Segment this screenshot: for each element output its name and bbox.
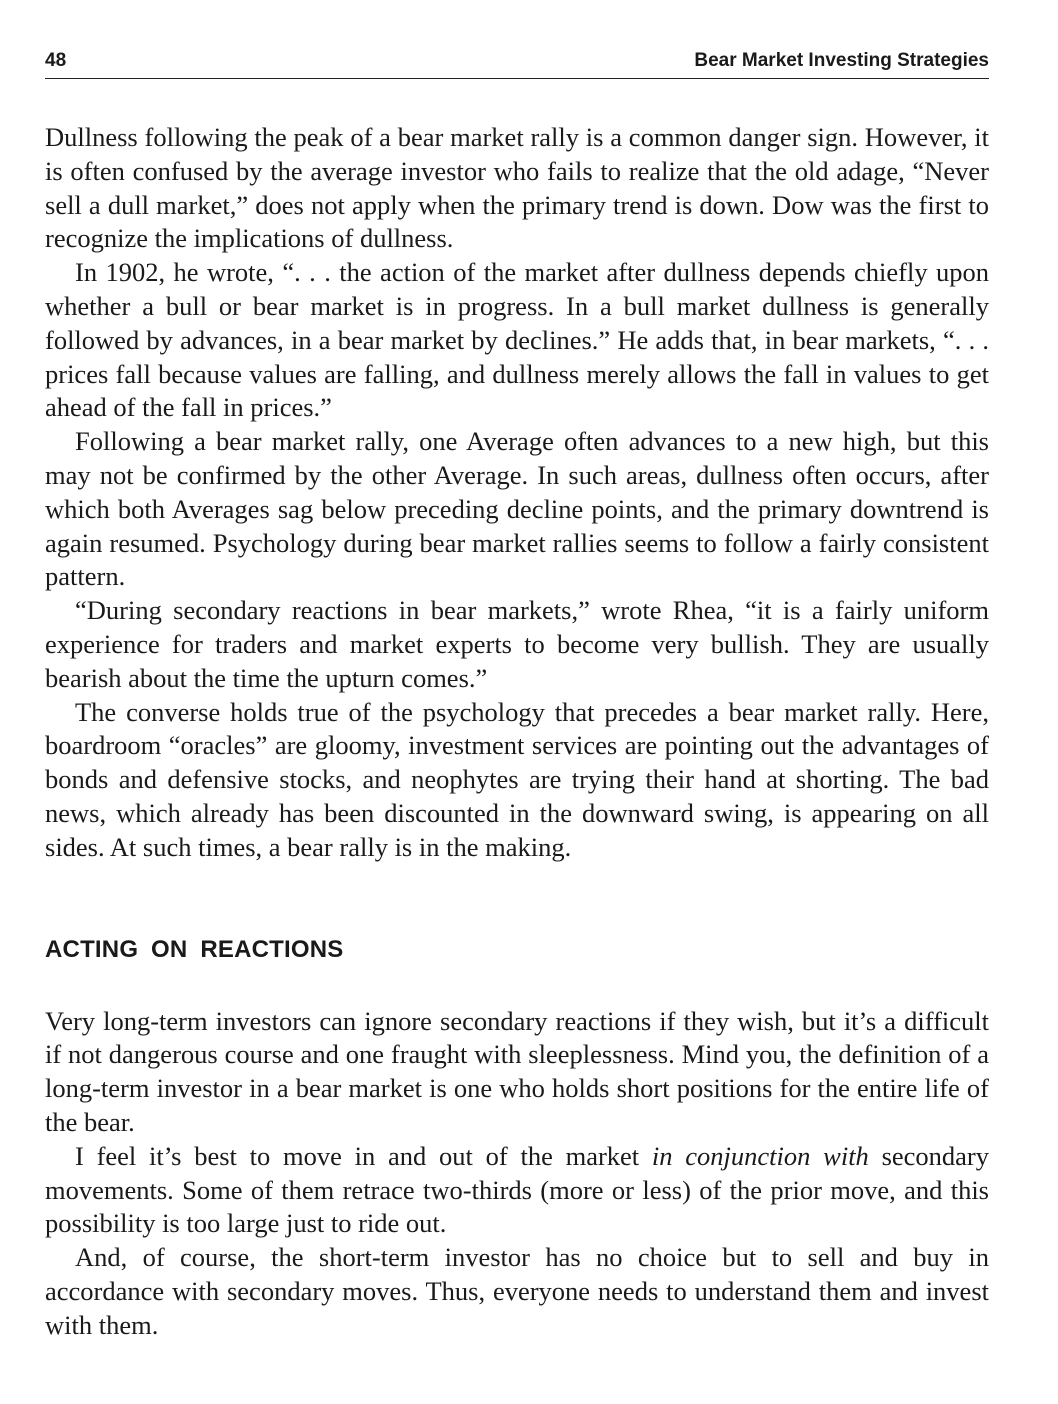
section-heading: ACTING ON REACTIONS (45, 935, 344, 963)
paragraph-move-in-out (45, 1140, 989, 1241)
paragraph-bear-rally: Following a bear market rally, one Average often advances to a new high, but this may not be confirmed by the other Average. In such areas, dullness often occurs, after which both Averages sag below preceding decline points, and the primary downtrend is again resumed. Psychology during bear market rallies seems to follow a fairly consistent pattern. (45, 426, 989, 592)
book-page (45, 46, 989, 1343)
section-body (45, 1005, 989, 1343)
running-header (45, 46, 989, 79)
paragraph-rhea-quote: “During secondary reactions in bear markets,” wrote Rhea, “it is a fairly uniform experience for traders and market experts to become very bullish. They are usually bearish about the time the upturn comes.” (45, 595, 989, 693)
paragraph-converse: The converse holds true of the psychology that precedes a bear market rally. Here, boardroom “oracles” are gloomy, investment services are pointing out the advantages of bonds and defensive stocks, and neophytes are trying their hand at shorting. The bad news, which already has been discounted in the downward swing, is appearing on all sides. At such times, a bear rally is in the making. (45, 696, 989, 862)
paragraph-dullness: Dullness following the peak of a bear market rally is a common danger sign. However, it is often confused by the average investor who fails to realize that the old adage, “Never sell a dull market,” does not apply when the primary trend is down. Dow was the first to recognize the implications of dullness. (45, 122, 989, 254)
running-title: Bear Market Investing Strategies (694, 50, 989, 71)
paragraph-text: secondary movements. Some of them retrace two-thirds (more or less) of the prior move, and this possibility is too large just to ride out. (45, 1140, 989, 1239)
paragraph-short-term: And, of course, the short-term investor has no choice but to sell and buy in accordance with secondary moves. Thus, everyone needs to understand them and invest with them. (45, 1242, 989, 1340)
paragraph-long-term: Very long-term investors can ignore secondary reactions if they wish, but it’s a difficult if not dangerous course and one fraught with sleeplessness. Mind you, the definition of a long-term investor in a bear market is one who holds short positions for the entire life of the bear. (45, 1005, 989, 1137)
paragraph-dow-1902: In 1902, he wrote, “. . . the action of the market after dullness depends chiefly upon whether a bull or bear market is in progress. In a bull market dullness is generally followed by advances, in a bear market by declines.” He adds that, in bear markets, “. . . prices fall because values are falling, and dullness merely allows the fall in values to get ahead of the fall in prices.” (45, 257, 989, 423)
body-text (45, 121, 989, 1343)
emphasis-text: in conjunction with (651, 1140, 869, 1171)
paragraph-text: I feel it’s best to move in and out of the market (75, 1140, 652, 1171)
page-number: 48 (45, 50, 67, 71)
